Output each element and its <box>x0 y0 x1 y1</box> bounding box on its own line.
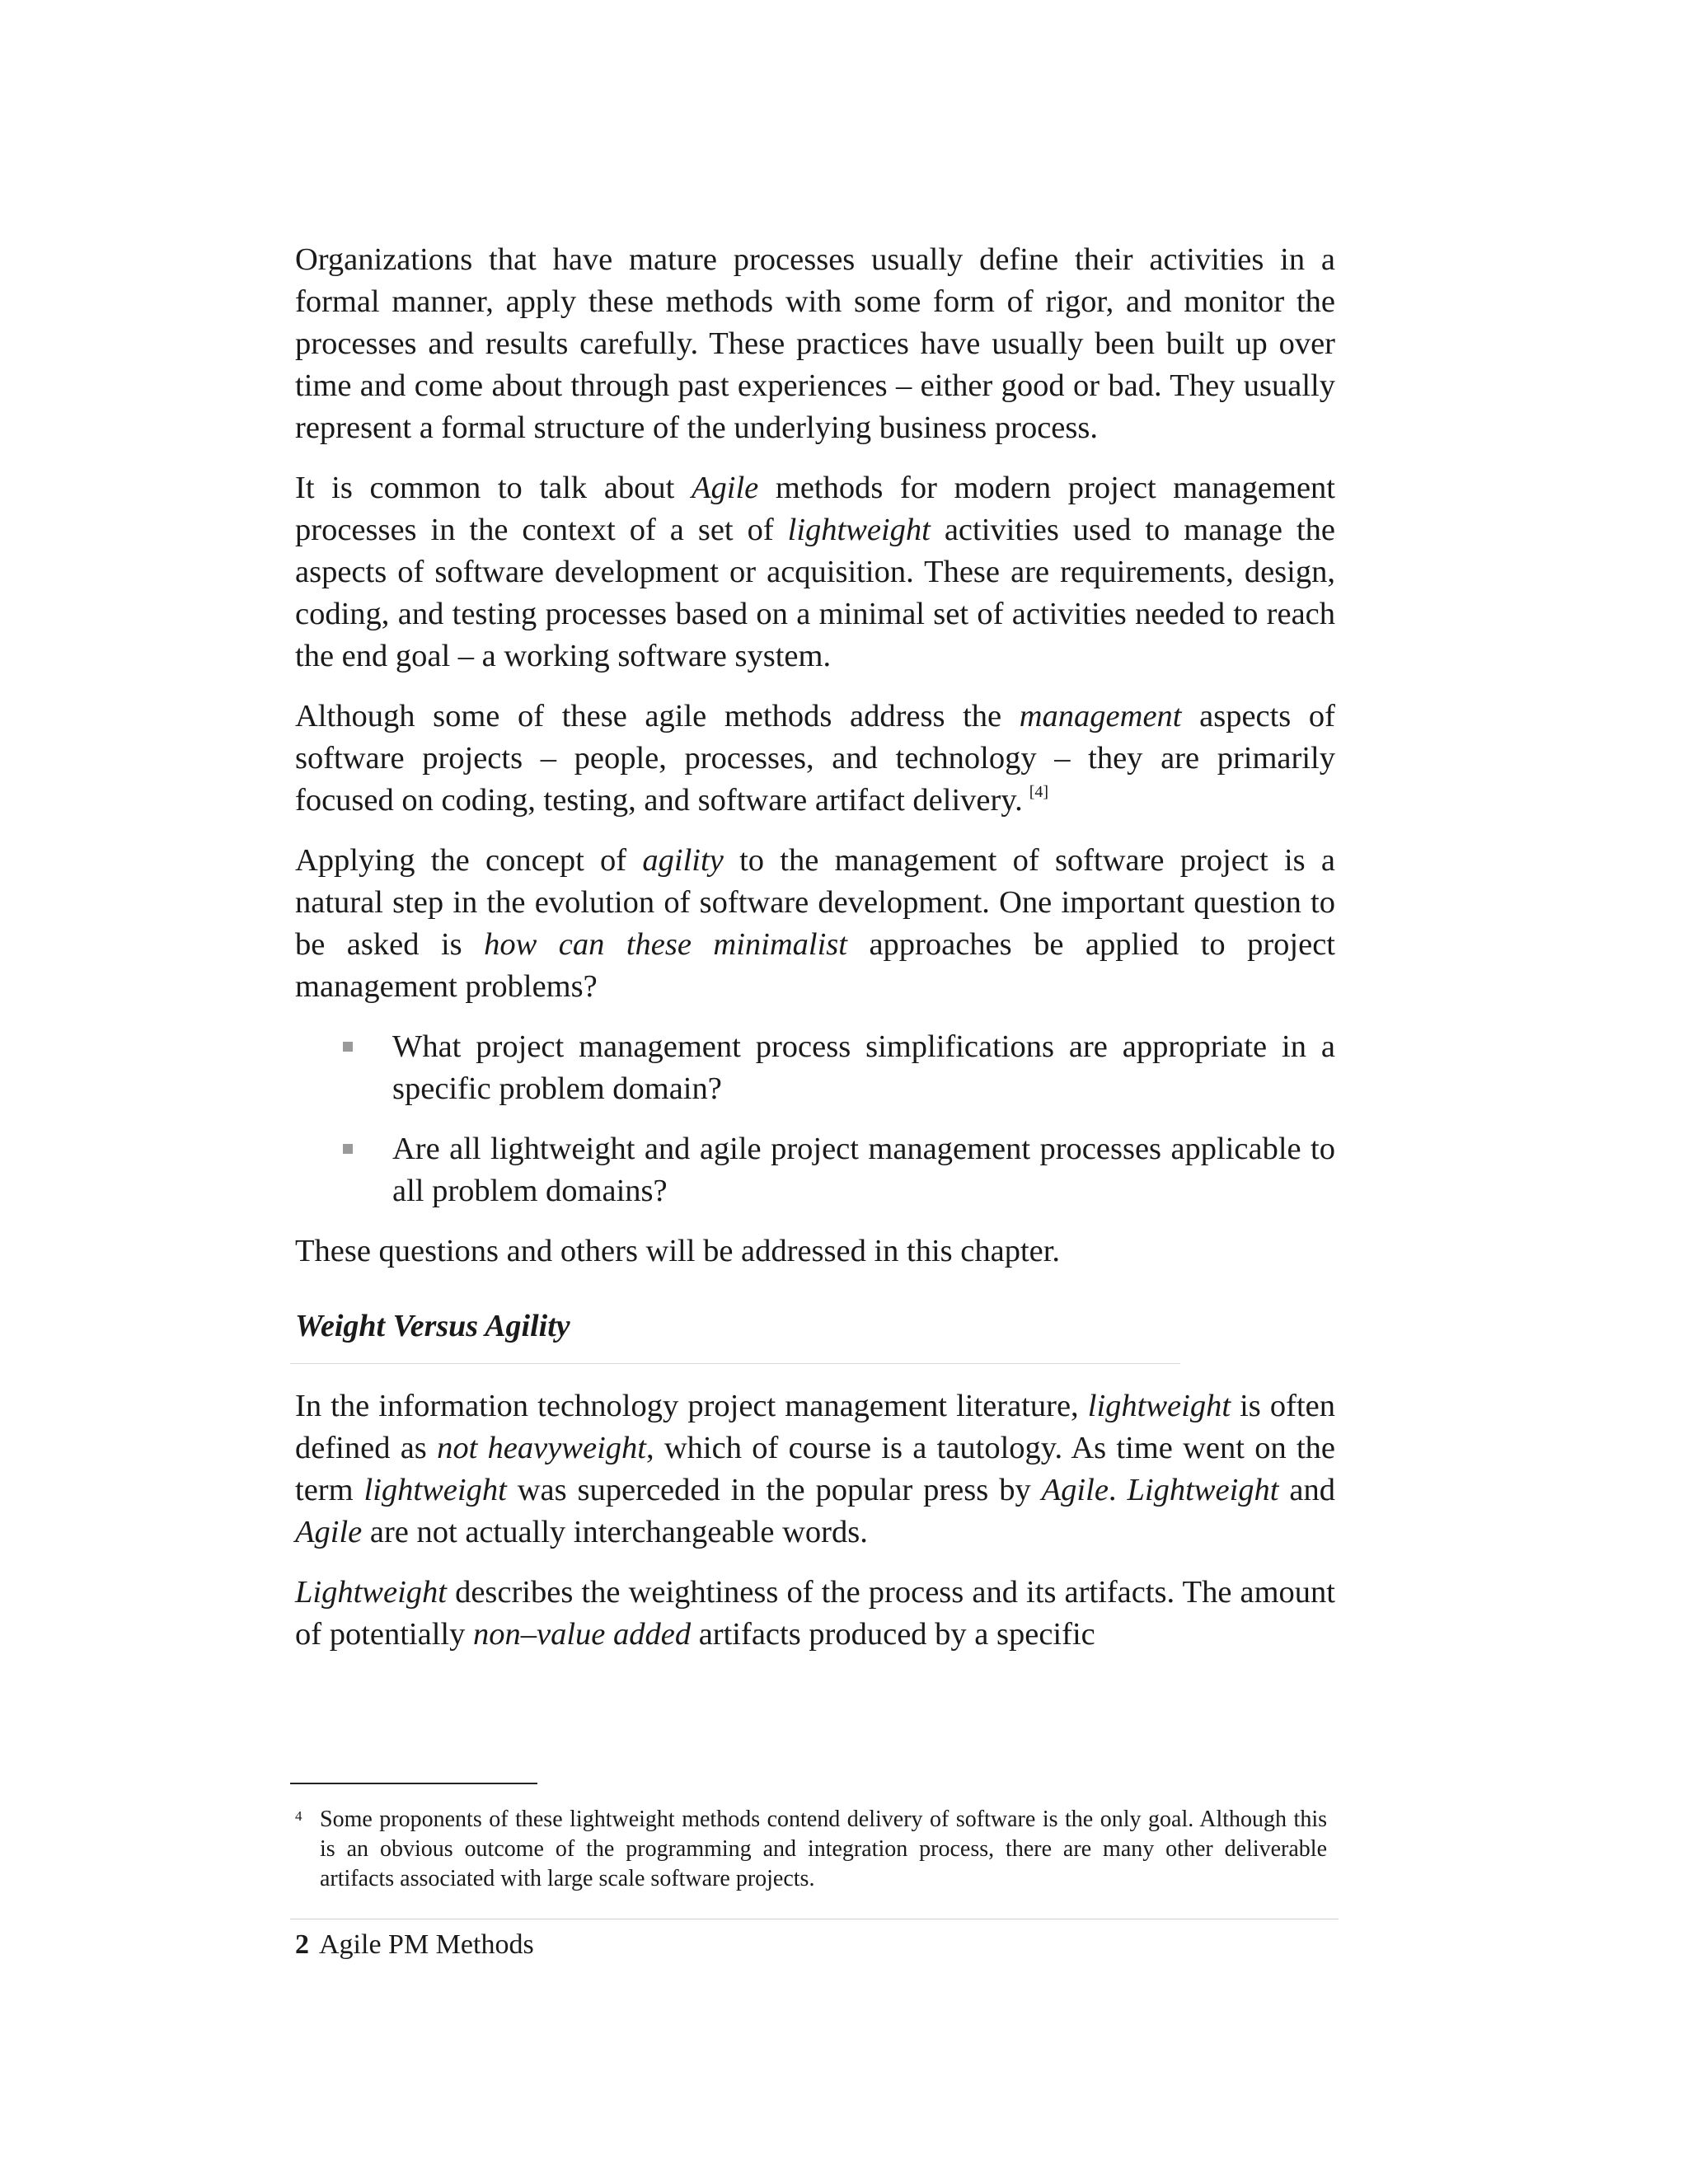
emphasis-agile: Agile <box>1041 1473 1109 1507</box>
footnote-text: Some proponents of these lightweight methods contend delivery of software is the only goal. Although this is an obvious outcome of the programming and integration process, there are many other deliverable artifacts associated with large scale software projects. <box>320 1807 1327 1891</box>
paragraph-agile-methods <box>295 467 1335 677</box>
footnote-mark: 4 <box>295 1808 302 1824</box>
text-run: artifacts produced by a specific <box>691 1617 1095 1652</box>
text-run: Although some of these agile methods address the <box>295 699 1020 733</box>
section-heading: Weight Versus Agility <box>295 1309 570 1343</box>
emphasis-agile: Agile <box>692 471 759 505</box>
text-run: . <box>1108 1473 1128 1507</box>
emphasis-lightweight: Lightweight <box>1127 1473 1279 1507</box>
emphasis-agile: Agile <box>295 1515 363 1549</box>
text-run: , which of course is a tautology. As time went on the term <box>295 1431 1336 1507</box>
text-run: are not actually interchangeable words. <box>362 1515 868 1549</box>
text-run: Applying the concept of <box>295 843 643 878</box>
footnote-divider <box>290 1783 537 1784</box>
text-run: approaches be applied to project management problems? <box>295 927 1335 1004</box>
paragraph-agility-concept <box>295 840 1335 1008</box>
emphasis-lightweight: lightweight <box>1087 1389 1231 1423</box>
text-run: It is common to talk about <box>295 471 692 505</box>
page-footer <box>295 1927 534 1963</box>
running-title: Agile PM Methods <box>319 1929 534 1960</box>
list-item <box>392 1128 1335 1212</box>
square-bullet-icon <box>343 1144 353 1154</box>
emphasis-management: management <box>1019 699 1182 733</box>
text-run: and <box>1278 1473 1336 1507</box>
paragraph-chapter-address: These questions and others will be addressed in this chapter. <box>295 1234 1061 1268</box>
list-item-text: What project management process simplifications are appropriate in a specific problem domain? <box>392 1029 1335 1106</box>
text-run: describes the weightiness of the process and its artifacts. The amount of potentially <box>295 1575 1335 1652</box>
page-number: 2 <box>295 1929 309 1960</box>
text-run: was superceded in the popular press by <box>506 1473 1042 1507</box>
body-column <box>295 239 1335 1674</box>
emphasis-lightweight: Lightweight <box>295 1575 447 1610</box>
list-item <box>392 1026 1335 1110</box>
paragraph-management-aspects <box>295 696 1335 822</box>
footnote <box>295 1805 1327 1894</box>
emphasis-lightweight: lightweight <box>787 513 931 547</box>
text-run: to the management of software project is a natural step in the evolution of software development. One important question to be asked is <box>295 843 1336 962</box>
section-divider <box>290 1363 1180 1364</box>
square-bullet-icon <box>343 1042 353 1052</box>
emphasis-non-value-added: non–value added <box>472 1617 692 1652</box>
question-list <box>295 1026 1335 1212</box>
emphasis-not-heavyweight: not heavyweight <box>437 1431 646 1465</box>
text-run: aspects of software projects – people, processes, and technology – they are primarily focused on coding, testing, and software artifact delivery. <box>295 699 1336 818</box>
emphasis-minimalist: how can these minimalist <box>484 927 847 962</box>
text-run: methods for modern project management processes in the context of a set of <box>295 471 1336 547</box>
paragraph-lightweight-definition <box>295 1385 1335 1554</box>
list-item-text: Are all lightweight and agile project management processes applicable to all problem domains? <box>392 1132 1335 1208</box>
text-run: is often defined as <box>295 1389 1335 1465</box>
emphasis-agility: agility <box>642 843 724 878</box>
text-run: activities used to manage the aspects of software development or acquisition. These are requirements, design, coding, and testing processes based on a minimal set of activities needed to reach the end goal – a working software system. <box>295 513 1335 673</box>
footnote-reference[interactable]: [4] <box>1029 783 1049 801</box>
text-run: In the information technology project management literature, <box>295 1389 1088 1423</box>
paragraph-mature-processes: Organizations that have mature processes usually define their activities in a formal manner, apply these methods with some form of rigor, and monitor the processes and results carefully. These practices have usually been built up over time and come about through past experiences – either good or bad. They usually represent a formal structure of the underlying business process. <box>295 242 1335 445</box>
emphasis-lightweight: lightweight <box>363 1473 507 1507</box>
paragraph-weightiness <box>295 1572 1335 1656</box>
